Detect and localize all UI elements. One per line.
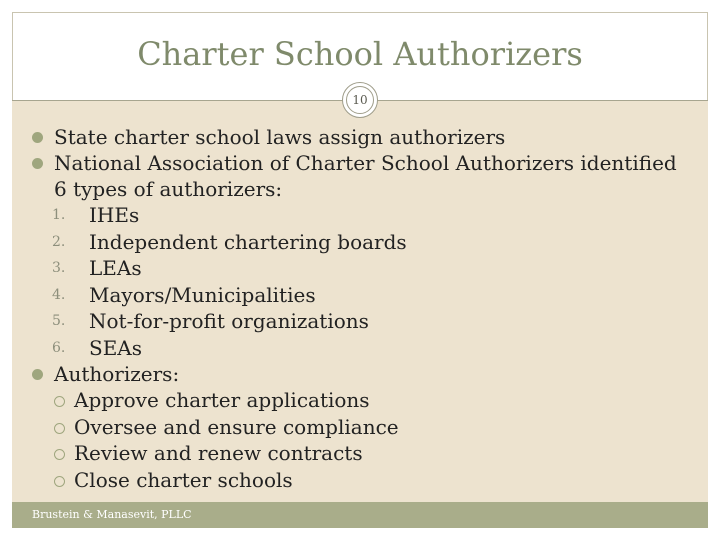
sub-bullet-text: Review and renew contracts <box>74 441 363 465</box>
sub-bullet-item <box>32 440 692 467</box>
item-number: 2. <box>52 233 66 250</box>
item-text: LEAs <box>89 256 142 280</box>
sub-bullet-item <box>32 414 692 441</box>
sub-bullet-text: Close charter schools <box>74 467 293 492</box>
ring-bullet-icon <box>54 476 65 487</box>
bullet-dot-icon <box>32 132 43 143</box>
footer-text: Brustein & Manasevit, PLLC <box>32 508 192 521</box>
sub-bullet-item <box>32 387 692 414</box>
numbered-item <box>32 229 692 256</box>
item-number: 4. <box>52 286 66 303</box>
item-text: Mayors/Municipalities <box>89 282 316 307</box>
item-number: 5. <box>52 313 66 329</box>
slide-title: Charter School Authorizers <box>137 35 583 73</box>
numbered-item <box>32 308 692 335</box>
sub-bullet-item <box>32 467 692 494</box>
page-number-badge <box>342 82 378 118</box>
bullet-item <box>32 361 692 387</box>
bullet-item <box>32 150 692 202</box>
bullet-text: National Association of Charter School Authorizers identified 6 types of authorizers: <box>54 151 677 201</box>
ring-bullet-icon <box>54 396 65 407</box>
sub-bullet-text: Oversee and ensure compliance <box>74 414 399 439</box>
item-number: 1. <box>52 207 66 223</box>
sub-bullet-text: Approve charter applications <box>74 388 370 412</box>
numbered-item <box>32 202 692 229</box>
ring-bullet-icon <box>54 423 65 434</box>
bullet-item <box>32 124 692 150</box>
item-text: SEAs <box>89 335 143 360</box>
item-text: Independent chartering boards <box>89 229 407 254</box>
item-text: Not-for-profit organizations <box>89 309 369 333</box>
item-number: 3. <box>52 260 66 276</box>
ring-bullet-icon <box>54 449 65 460</box>
numbered-item <box>32 282 692 309</box>
item-number: 6. <box>52 339 66 356</box>
bullet-text: Authorizers: <box>54 362 180 386</box>
slide-content <box>32 124 692 493</box>
bullet-dot-icon <box>32 158 43 169</box>
bullet-text: State charter school laws assign authorizers <box>54 125 506 149</box>
page-number: 10 <box>346 86 374 114</box>
numbered-item <box>32 335 692 362</box>
item-text: IHEs <box>89 203 140 227</box>
numbered-item <box>32 255 692 282</box>
bullet-dot-icon <box>32 369 43 380</box>
